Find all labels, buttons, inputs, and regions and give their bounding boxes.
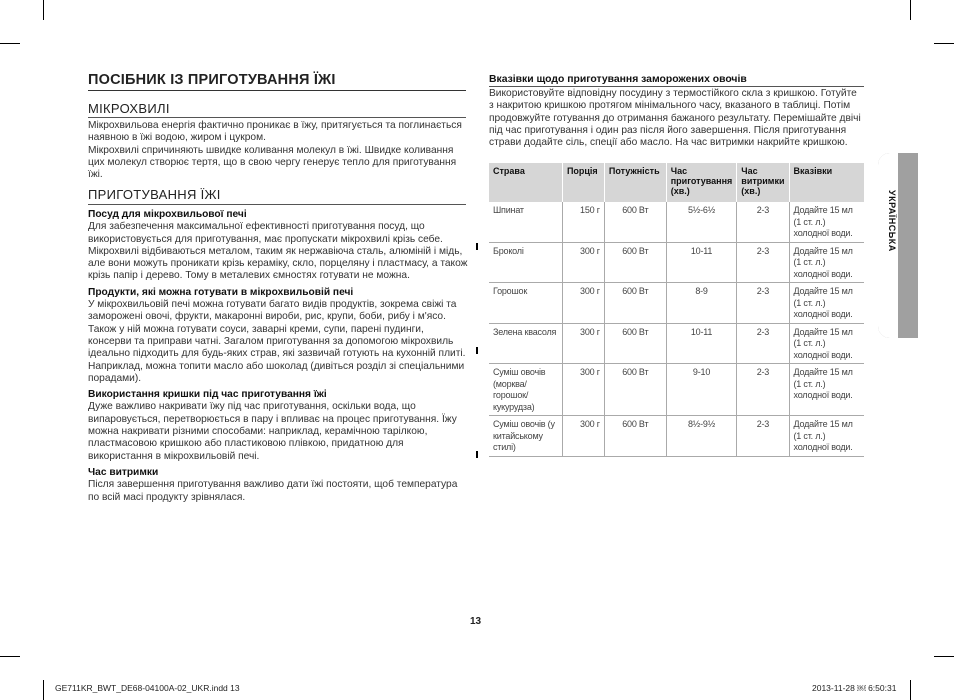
table-row [489, 323, 864, 364]
right-title-rule [489, 86, 864, 87]
cell-instructions: Додайте 15 мл (1 ст. л.) холодної води. [789, 242, 864, 283]
cell-standing-time: 2-3 [737, 364, 789, 416]
cell-instructions: Додайте 15 мл (1 ст. л.) холодної води. [789, 202, 864, 242]
crop-mark [910, 0, 911, 20]
cell-instructions: Додайте 15 мл (1 ст. л.) холодної води. [789, 323, 864, 364]
cell-standing-time: 2-3 [737, 323, 789, 364]
table-row [489, 283, 864, 324]
cell-dish: Шпинат [489, 202, 562, 242]
cell-power: 600 Вт [604, 416, 666, 457]
header-power: Потужність [604, 163, 666, 202]
cell-portion: 300 г [562, 283, 604, 324]
cell-cook-time: 10-11 [666, 242, 737, 283]
cell-instructions: Додайте 15 мл (1 ст. л.) холодної води. [789, 364, 864, 416]
cell-cook-time: 5½-6½ [666, 202, 737, 242]
header-cook-time: Час приготування (хв.) [666, 163, 737, 202]
cell-standing-time: 2-3 [737, 416, 789, 457]
subheading-standing-time: Час витримки [88, 466, 159, 478]
page-number: 13 [470, 616, 482, 627]
cell-cook-time: 8½-9½ [666, 416, 737, 457]
subheading-covering: Використання кришки під час приготування їжі [88, 389, 327, 401]
cell-power: 600 Вт [604, 283, 666, 324]
section-rule [88, 117, 466, 118]
subheading-foods: Продукти, які можна готувати в мікрохвильовій печі [88, 286, 354, 298]
cell-portion: 150 г [562, 202, 604, 242]
section-heading-microwaves: МІКРОХВИЛІ [88, 101, 170, 116]
microwaves-text [88, 120, 468, 181]
cell-standing-time: 2-3 [737, 283, 789, 324]
header-instructions: Вказівки [789, 163, 864, 202]
cell-cook-time: 10-11 [666, 323, 737, 364]
page-title: ПОСІБНИК ІЗ ПРИГОТУВАННЯ ЇЖІ [88, 72, 336, 88]
cell-dish: Броколі [489, 242, 562, 283]
footer-filename: GE711KR_BWT_DE68-04100A-02_UKR.indd 13 [55, 683, 240, 693]
cell-dish: Горошок [489, 283, 562, 324]
cooking-text [88, 209, 468, 504]
crop-mark [0, 656, 20, 657]
cell-portion: 300 г [562, 364, 604, 416]
subheading-cookware: Посуд для мікрохвильової печі [88, 209, 247, 220]
crop-mark [910, 680, 911, 700]
crop-mark [0, 43, 20, 44]
cell-portion: 300 г [562, 323, 604, 364]
crop-mark [934, 43, 954, 44]
cell-power: 600 Вт [604, 242, 666, 283]
foods-text: У мікрохвильовій печі можна готувати багато видів продуктів, зокрема свіжі та заморожені овочі, фрукти, макаронні вироби, рис, крупи, боби, рибу і м'ясо. Також у ній можна готувати соуси, заварні креми, супи, парені пудинги, консерви та приправи чатні. Загалом приготування за допомогою мікрохвиль ідеально підходить для будь-яких страв, які зазвичай готують на кухонній плиті. Наприклад, можна топити масло або шоколад (дивіться розділ зі спеціальними порадами). [88, 299, 466, 384]
cell-dish: Суміш овочів (морква/ горошок/ кукурудза) [489, 364, 562, 416]
table-row [489, 364, 864, 416]
cell-instructions: Додайте 15 мл (1 ст. л.) холодної води. [789, 283, 864, 324]
section-rule [88, 204, 466, 205]
header-dish: Страва [489, 163, 562, 202]
header-portion: Порція [562, 163, 604, 202]
crop-mark [43, 680, 44, 700]
frozen-vegetables-title: Вказівки щодо приготування заморожених овочів [489, 74, 747, 85]
language-label: УКРАЇНСЬКА [887, 190, 897, 252]
title-rule [88, 90, 466, 91]
microwaves-paragraph-2: Мікрохвилі спричиняють швидке коливання молекул в їжі. Швидке коливання цих молекул створює тертя, що в свою чергу генерує тепло для приготування їжі. [88, 144, 457, 181]
cell-portion: 300 г [562, 416, 604, 457]
table-header-row [489, 163, 864, 202]
cell-power: 600 Вт [604, 323, 666, 364]
center-mark [476, 347, 478, 354]
microwaves-paragraph-1: Мікрохвильова енергія фактично проникає в їжу, притягується та поглинається наявною в їжі водою, жиром і цукром. [88, 120, 462, 144]
cell-dish: Зелена квасоля [489, 323, 562, 364]
frozen-vegetables-intro: Використовуйте відповідну посудину з термостійкого скла з кришкою. Готуйте з накритою кришкою протягом мінімального часу, вказаного в таблиці. Потім продовжуйте готування до отримання бажаного результату. Перемішайте двічі під час приготування і один раз після його завершення. Після приготування страви додайте сіль, спеції або масло. На час витримки накрийте кришкою. [489, 88, 861, 149]
cell-power: 600 Вт [604, 202, 666, 242]
standing-time-text: Після завершення приготування важливо дати їжі постояти, щоб температура по всій масі продукту зрівнялася. [88, 479, 458, 503]
crop-mark [934, 656, 954, 657]
table-row [489, 416, 864, 457]
cell-standing-time: 2-3 [737, 202, 789, 242]
cell-cook-time: 8-9 [666, 283, 737, 324]
center-mark [476, 243, 478, 250]
cell-dish: Суміш овочів (у китайському стилі) [489, 416, 562, 457]
cookware-text: Для забезпечення максимальної ефективності приготування посуд, що використовується для приготування, має пропускати мікрохвилі крізь себе. Мікрохвилі відбиваються металом, таким як нержавіюча сталь, алюміній і мідь, але вони можуть проникати крізь кераміку, скло, порцеляну і пластмасу, а також крізь папір і дерево. Тому в металевих ємностях готувати не можна. [88, 221, 468, 282]
crop-mark [43, 0, 44, 20]
cell-portion: 300 г [562, 242, 604, 283]
frozen-vegetables-section [489, 74, 864, 85]
language-tab-label [871, 190, 911, 280]
section-heading-cooking: ПРИГОТУВАННЯ ЇЖІ [88, 187, 221, 202]
footer-timestamp: 2013-11-28 ￼ 6:50:31 [812, 683, 897, 693]
cell-instructions: Додайте 15 мл (1 ст. л.) холодної води. [789, 416, 864, 457]
covering-text: Дуже важливо накривати їжу під час приготування, оскільки вода, що випаровується, перетворюється в пару і впливає на процес приготування. Їжу можна накривати різними способами: наприклад, керамічною тарілкою, пластмасовою кришкою або пластиковою плівкою, придатною для використання в мікрохвильовій печі. [88, 401, 457, 462]
header-standing-time: Час витримки (хв.) [737, 163, 789, 202]
frozen-vegetables-table [489, 163, 864, 457]
table-row [489, 242, 864, 283]
center-mark [476, 451, 478, 458]
cell-cook-time: 9-10 [666, 364, 737, 416]
cell-standing-time: 2-3 [737, 242, 789, 283]
table-row [489, 202, 864, 242]
cell-power: 600 Вт [604, 364, 666, 416]
